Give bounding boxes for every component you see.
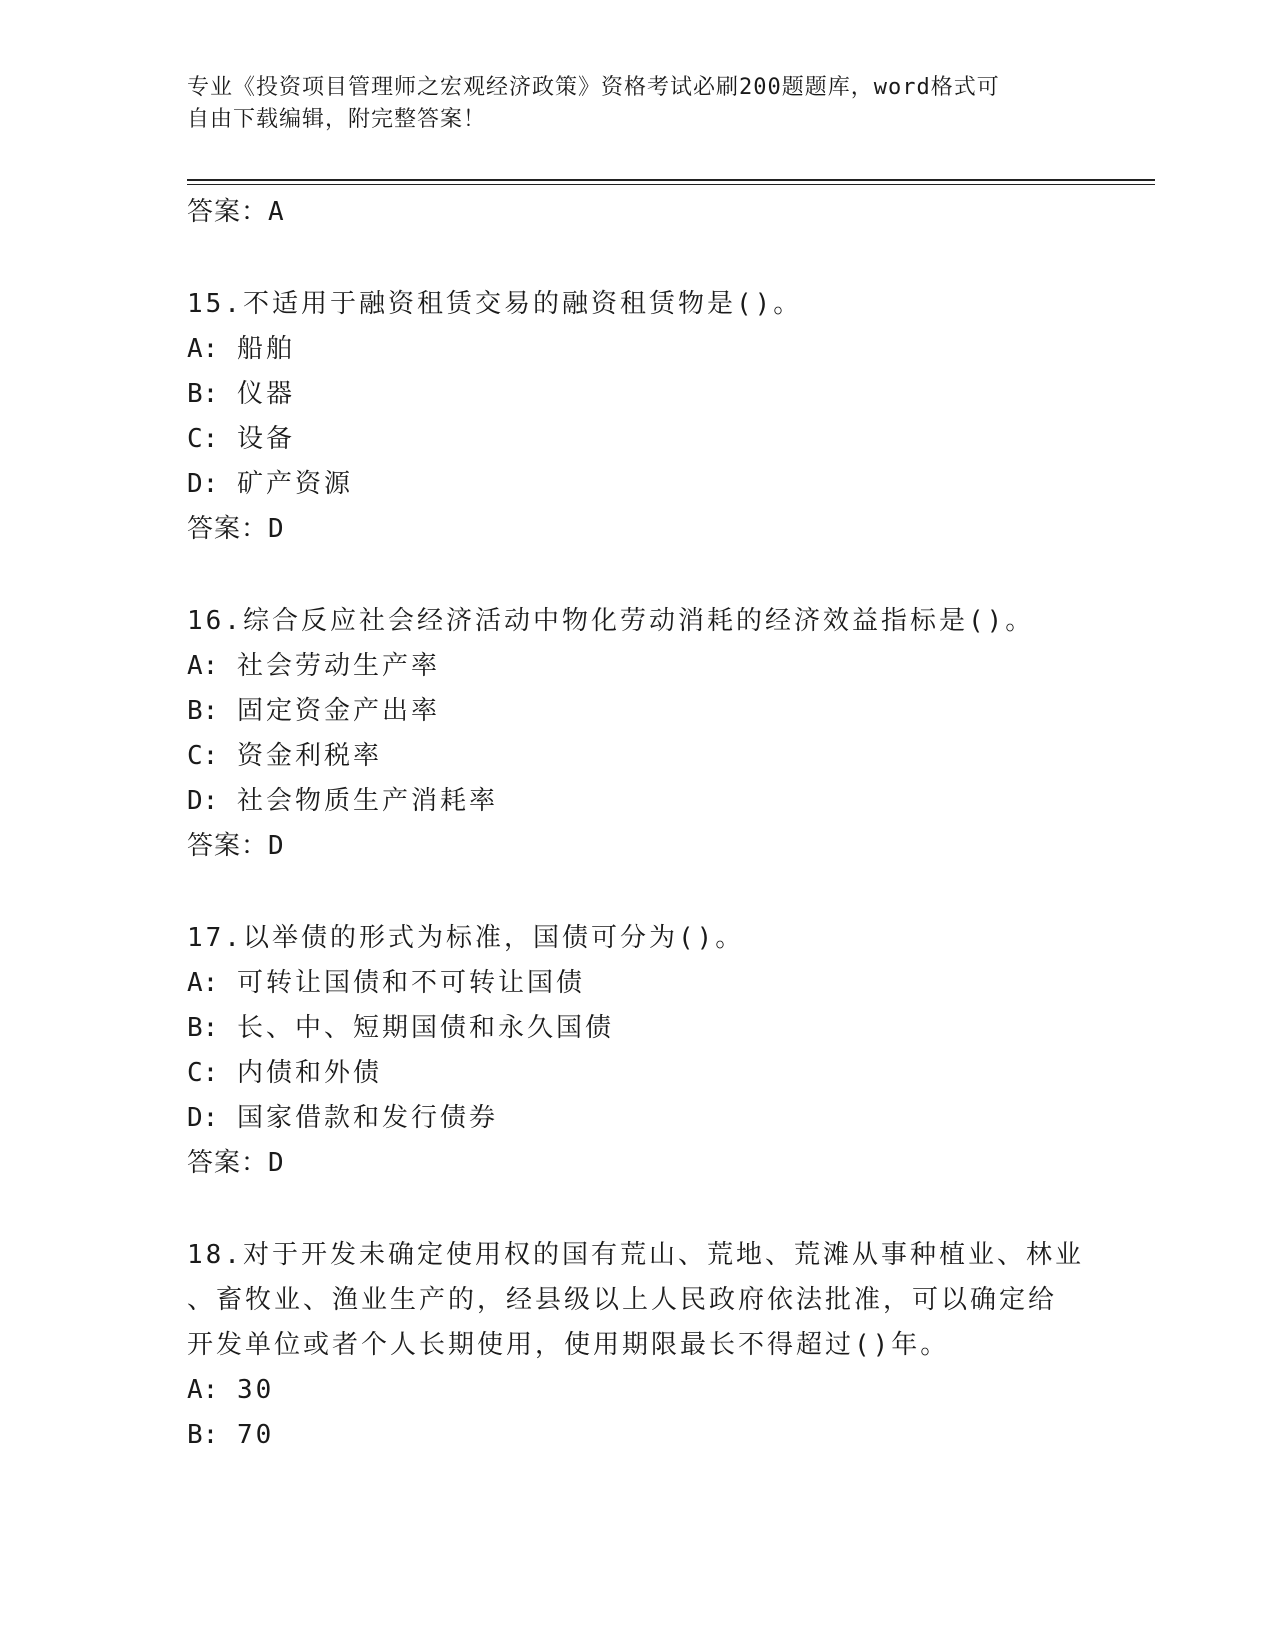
option-text: 30 — [236, 1375, 275, 1405]
option-text: 社会物质生产消耗率 — [236, 786, 498, 816]
option-key: B: — [187, 696, 219, 726]
question-15 — [187, 282, 1087, 552]
option-text: 仪器 — [236, 379, 295, 409]
option-text: 70 — [236, 1420, 275, 1450]
header-line-1: 专业《投资项目管理师之宏观经济政策》资格考试必刷200题题库，word格式可 — [187, 75, 1000, 100]
option-key: D: — [187, 786, 219, 816]
question-18 — [187, 1233, 1087, 1458]
option-c — [187, 417, 1087, 462]
option-text: 固定资金产出率 — [236, 696, 440, 726]
option-key: B: — [187, 1013, 219, 1043]
option-text: 船舶 — [236, 334, 295, 364]
question-text: 16.综合反应社会经济活动中物化劳动消耗的经济效益指标是()。 — [187, 606, 1035, 636]
answer-value: D — [268, 1148, 285, 1178]
option-key: B: — [187, 1420, 219, 1450]
option-b — [187, 1006, 1087, 1051]
option-a — [187, 644, 1087, 689]
document-header — [187, 72, 1067, 136]
answer-label: 答案： — [187, 514, 269, 544]
answer-line — [187, 824, 1087, 869]
option-b — [187, 689, 1087, 734]
option-key: A: — [187, 334, 219, 364]
option-key: D: — [187, 1103, 219, 1133]
option-d — [187, 462, 1087, 507]
option-a — [187, 1368, 1087, 1413]
option-key: B: — [187, 379, 219, 409]
answer-label: 答案： — [187, 831, 269, 861]
option-text: 设备 — [236, 424, 295, 454]
option-key: A: — [187, 968, 219, 998]
answer-value: A — [268, 197, 285, 227]
option-text: 矿产资源 — [236, 469, 353, 499]
option-text: 长、中、短期国债和永久国债 — [236, 1013, 614, 1043]
question-text: 、畜牧业、渔业生产的，经县级以上人民政府依法批准，可以确定给 — [187, 1285, 1058, 1315]
option-key: C: — [187, 741, 219, 771]
answer-value: D — [268, 514, 285, 544]
option-key: A: — [187, 1375, 219, 1405]
question-text: 15.不适用于融资租赁交易的融资租赁物是()。 — [187, 289, 803, 319]
header-line-2: 自由下载编辑，附完整答案！ — [187, 107, 487, 132]
option-a — [187, 327, 1087, 372]
header-divider-thick — [187, 179, 1155, 181]
option-key: C: — [187, 1058, 219, 1088]
question-text: 17.以举债的形式为标准，国债可分为()。 — [187, 923, 745, 953]
option-text: 社会劳动生产率 — [236, 651, 440, 681]
option-b — [187, 372, 1087, 417]
option-d — [187, 1096, 1087, 1141]
question-16 — [187, 599, 1087, 869]
option-c — [187, 734, 1087, 779]
question-text: 开发单位或者个人长期使用，使用期限最长不得超过()年。 — [187, 1330, 950, 1360]
option-text: 国家借款和发行债券 — [236, 1103, 498, 1133]
header-divider-thin — [187, 184, 1155, 185]
option-c — [187, 1051, 1087, 1096]
option-key: A: — [187, 651, 219, 681]
answer-label: 答案： — [187, 1148, 269, 1178]
answer-label: 答案： — [187, 197, 269, 227]
question-17 — [187, 916, 1087, 1186]
option-key: C: — [187, 424, 219, 454]
option-text: 可转让国债和不可转让国债 — [236, 968, 585, 998]
option-d — [187, 779, 1087, 824]
option-key: D: — [187, 469, 219, 499]
option-text: 内债和外债 — [236, 1058, 382, 1088]
question-text: 18.对于开发未确定使用权的国有荒山、荒地、荒滩从事种植业、林业 — [187, 1240, 1084, 1270]
answer-line — [187, 1141, 1087, 1186]
option-b — [187, 1413, 1087, 1458]
answer-value: D — [268, 831, 285, 861]
option-a — [187, 961, 1087, 1006]
question-list — [187, 190, 1087, 1458]
answer-line — [187, 190, 1087, 235]
answer-line — [187, 507, 1087, 552]
option-text: 资金利税率 — [236, 741, 382, 771]
